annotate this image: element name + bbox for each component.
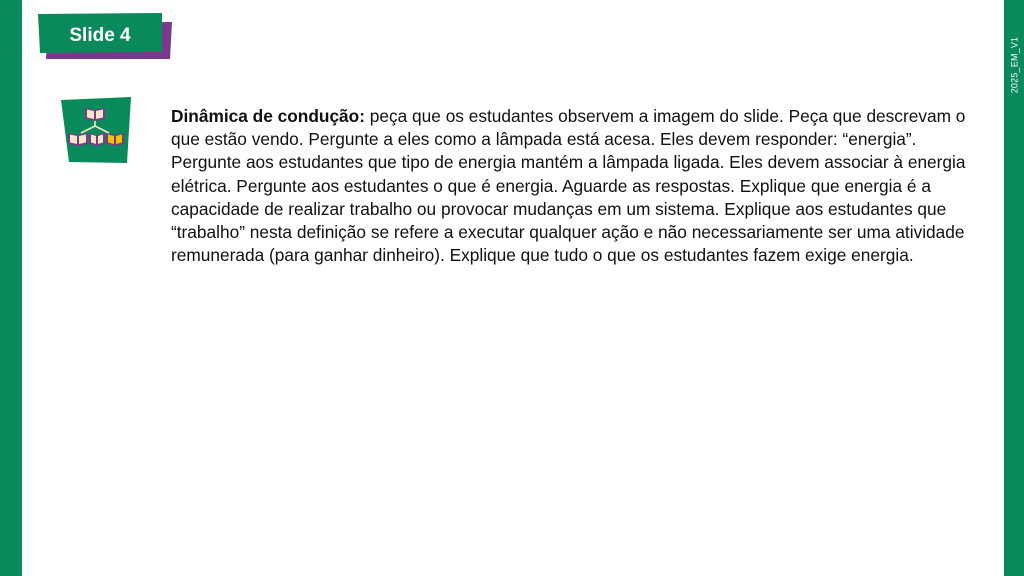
version-tag [1004,30,1024,100]
instruction-lead: Dinâmica de condução: [171,106,365,126]
slide-number-badge [38,13,178,61]
instruction-paragraph [171,105,971,267]
version-text: 2025_EM_V1 [1009,36,1020,94]
slide-number-label: Slide 4 [69,25,131,46]
left-border-bar [0,0,22,576]
books-network-icon [59,96,133,164]
instruction-body: peça que os estudantes observem a imagem do slide. Peça que descrevam o que estão vendo. Pergunte a eles como a lâmpada está acesa. Eles devem responder: “energia”. Pergunte aos estudantes que tipo de energia mantém a lâmpada ligada. Eles devem associar à energia elétrica. Pergunte aos estudantes o que é energia. Aguarde as respostas. Explique que energia é a capacidade de realizar trabalho ou provocar mudanças em um sistema. Explique aos estudantes que “trabalho” nesta definição se refere a executar qualquer ação e não necessariamente ser uma atividade remunerada (para ganhar dinheiro). Explique que tudo o que os estudantes fazem exige energia. [171,106,966,266]
